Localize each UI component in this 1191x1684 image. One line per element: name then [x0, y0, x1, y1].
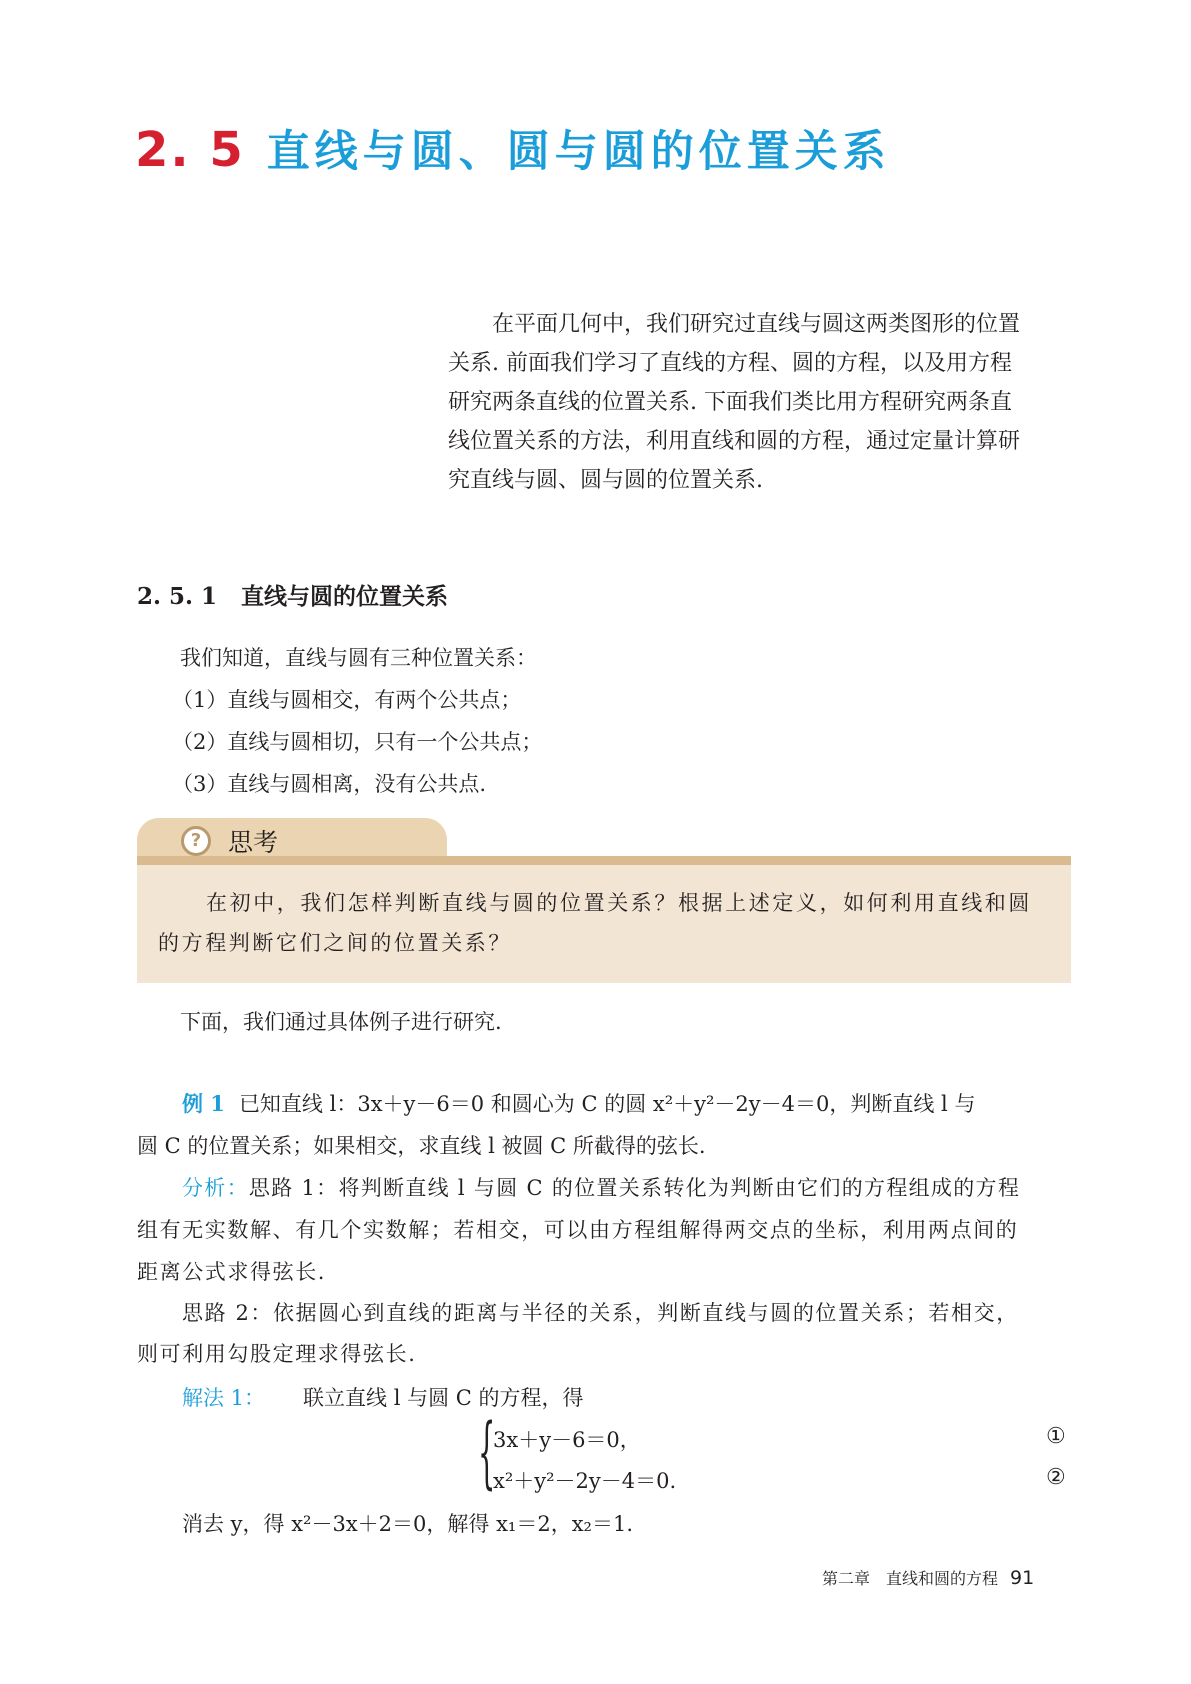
solution-label: 解法 1： [182, 1386, 266, 1410]
think-text [158, 883, 1058, 963]
question-icon: ? [181, 826, 211, 856]
relation-item: （3）直线与圆相离，没有公共点. [172, 772, 487, 796]
equation-2: x²＋y²－2y－4＝0. [493, 1469, 677, 1493]
equation-tag: ② [1046, 1465, 1066, 1490]
chapter-title [135, 118, 891, 179]
think-label: 思考 [228, 828, 279, 857]
subsection-number: 2. 5. 1 [137, 583, 218, 610]
example-line [182, 1088, 975, 1118]
intro-line: 在平面几何中，我们研究过直线与圆这两类图形的位置 [492, 312, 1021, 337]
analysis-line: 组有无实数解、有几个实数解；若相交，可以由方程组解得两交点的坐标，利用两点间的 [137, 1218, 1019, 1242]
equation-1: 3x＋y－6＝0， [493, 1428, 641, 1452]
brace-symbol: { [478, 1408, 496, 1498]
intro-paragraph [448, 305, 1073, 500]
solution-result: 消去 y，得 x²－3x＋2＝0，解得 x₁＝2，x₂＝1. [182, 1512, 633, 1536]
subsection-title: 直线与圆的位置关系 [241, 584, 449, 610]
example-line: 圆 C 的位置关系；如果相交，求直线 l 被圆 C 所截得的弦长. [137, 1134, 706, 1158]
solution-text: 联立直线 l 与圆 C 的方程，得 [303, 1386, 584, 1410]
equation-tag: ① [1046, 1424, 1066, 1449]
relations-intro: 我们知道，直线与圆有三种位置关系： [180, 646, 537, 670]
page-number: 91 [1010, 1567, 1035, 1589]
intro-line: 研究两条直线的位置关系. 下面我们类比用方程研究两条直 [448, 390, 1012, 415]
intro-line: 究直线与圆、圆与圆的位置关系. [448, 468, 763, 493]
analysis-line: 思路 2：依据圆心到直线的距离与半径的关系，判断直线与圆的位置关系；若相交， [182, 1301, 1019, 1325]
intro-line: 线位置关系的方法，利用直线和圆的方程，通过定量计算研 [448, 429, 1021, 454]
section-title: 直线与圆、圆与圆的位置关系 [266, 127, 891, 177]
think-line: 在初中，我们怎样判断直线与圆的位置关系？根据上述定义，如何利用直线和圆 [206, 891, 1032, 915]
relation-item: （1）直线与圆相交，有两个公共点； [172, 688, 522, 712]
example-text: 已知直线 l：3x＋y－6＝0 和圆心为 C 的圆 x²＋y²－2y－4＝0，判断直线 l 与 [238, 1092, 976, 1116]
solution-line [182, 1382, 584, 1412]
footer-chapter: 第二章 直线和圆的方程 [822, 1569, 999, 1588]
analysis-line: 距离公式求得弦长. [137, 1260, 327, 1284]
think-line: 的方程判断它们之间的位置关系？ [158, 931, 512, 955]
intro-line: 关系. 前面我们学习了直线的方程、圆的方程，以及用方程 [448, 351, 1012, 376]
example-label: 例 1 [182, 1091, 225, 1116]
section-number: 2. 5 [135, 122, 245, 178]
subsection-heading [137, 578, 448, 611]
transition-text: 下面，我们通过具体例子进行研究. [180, 1010, 502, 1034]
relation-item: （2）直线与圆相切，只有一个公共点； [172, 730, 543, 754]
analysis-line [182, 1172, 1020, 1202]
analysis-line: 则可利用勾股定理求得弦长. [137, 1342, 417, 1366]
page-footer [822, 1566, 1034, 1589]
analysis-label: 分析： [182, 1176, 249, 1200]
analysis-text: 思路 1：将判断直线 l 与圆 C 的位置关系转化为判断由它们的方程组成的方程 [248, 1176, 1021, 1200]
